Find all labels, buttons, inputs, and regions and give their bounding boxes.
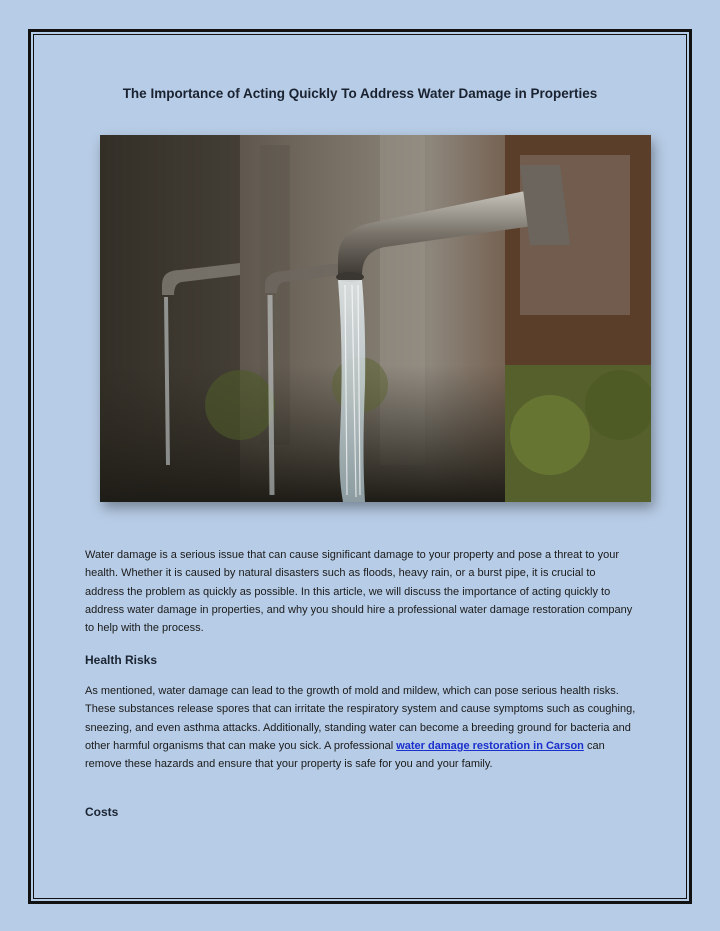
page-title: The Importance of Acting Quickly To Address Water Damage in Properties bbox=[122, 86, 598, 101]
health-text-after: can remove these hazards and ensure that your property is safe for you and your family. bbox=[85, 739, 605, 771]
water-tap-photo bbox=[100, 135, 651, 502]
health-text-before: As mentioned, water damage can lead to the growth of mold and mildew, which can pose serious health risks. These substances release spores that can irritate the respiratory system and cause symptoms such as coughing, sneezing, and even asthma attacks. Additionally, standing water can become a breeding ground for bacteria and other harmful organisms that can make you sick. A professional bbox=[85, 685, 636, 752]
intro-paragraph: Water damage is a serious issue that can cause significant damage to your property and pose a threat to your health. Whether it is caused by natural disasters such as floods, heavy rain, or a burst pipe, it is crucial to address the problem as quickly as possible. In this article, we will discuss the importance of acting quickly to address water damage in properties, and why you should hire a professional water damage restoration company to help with the process. bbox=[85, 549, 633, 635]
costs-heading: Costs bbox=[85, 805, 119, 819]
water-damage-restoration-link[interactable]: water damage restoration in Carson bbox=[396, 739, 584, 752]
health-risks-heading: Health Risks bbox=[85, 653, 158, 667]
health-risks-paragraph bbox=[85, 682, 637, 773]
